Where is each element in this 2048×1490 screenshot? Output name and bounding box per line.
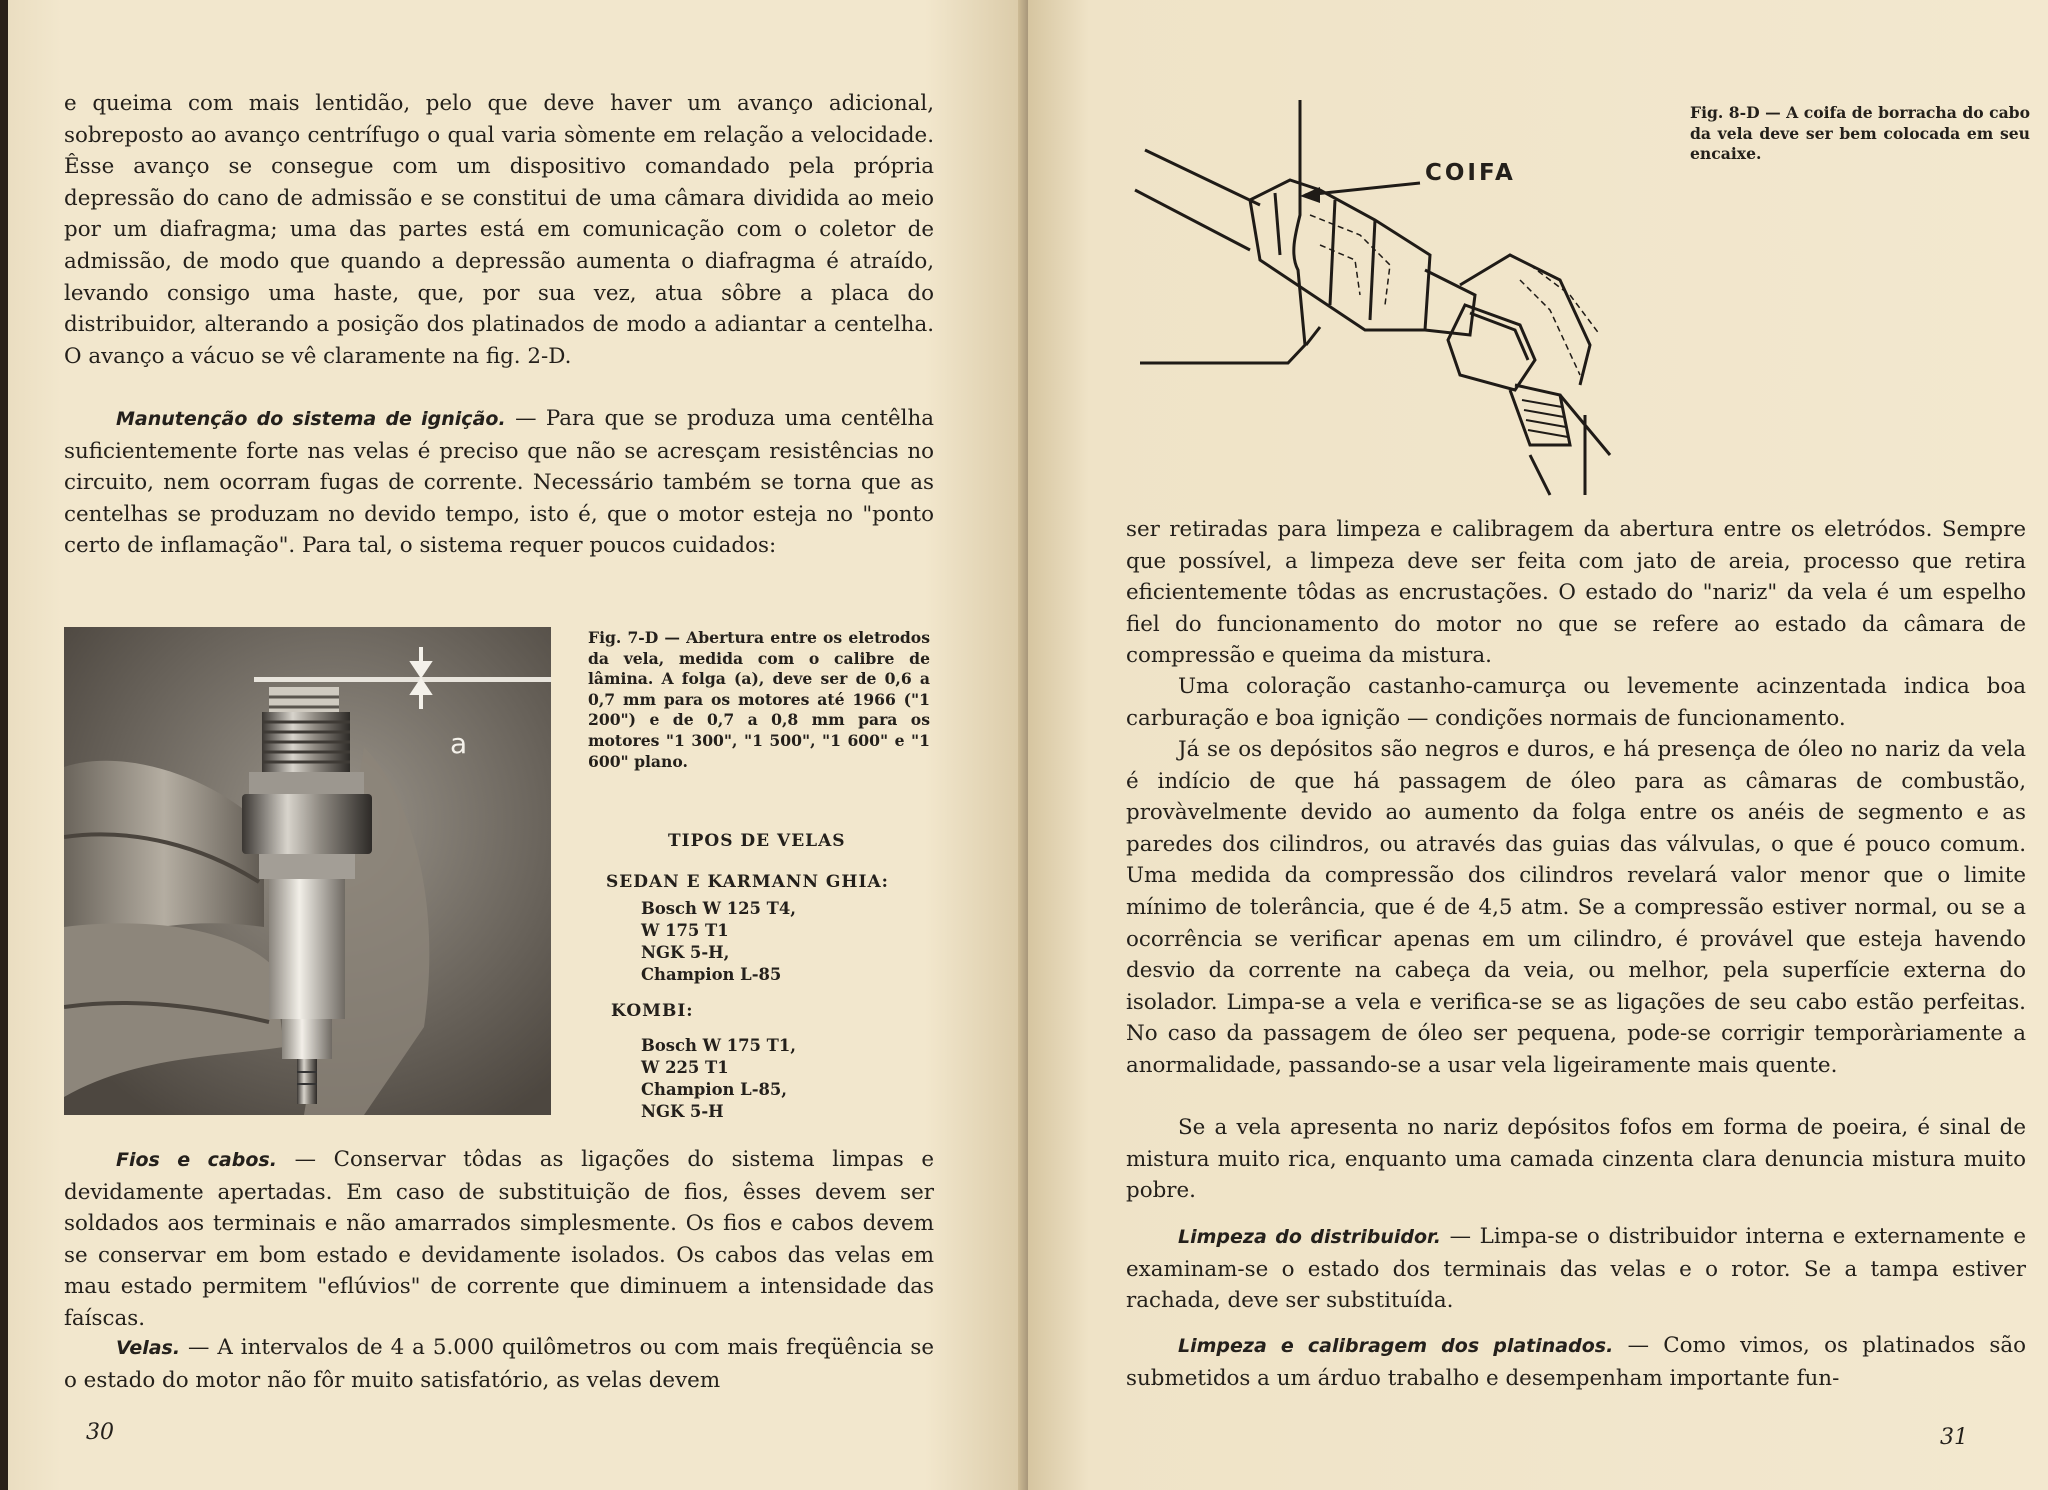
kombi-list bbox=[641, 1035, 796, 1123]
velas-paragraph bbox=[64, 1332, 934, 1396]
velas-heading: Velas. bbox=[116, 1337, 181, 1359]
list-item: Bosch W 175 T1, bbox=[641, 1036, 796, 1055]
fig7-caption: Fig. 7-D — Abertura entre os eletrodos da vela, medida com o calibre de lâmina. A folga (a), deve ser de 0,6 a 0,7 mm para os motores até 1966 ("1 200") e de 0,7 a 0,8 mm para os motores "1 300", "1 500", "1 600" e "1 600" plano. bbox=[588, 628, 930, 771]
kombi-title: KOMBI: bbox=[611, 1001, 694, 1021]
list-item: W 175 T1 bbox=[641, 921, 729, 940]
spark-plug-illustration bbox=[64, 627, 551, 1115]
sedan-title: SEDAN E KARMANN GHIA: bbox=[606, 872, 889, 892]
tipos-de-velas-title: TIPOS DE VELAS bbox=[668, 831, 846, 851]
right-paragraph-4: Se a vela apresenta no nariz depósitos fofos em forma de poeira, é sinal de mistura muito rica, enquanto uma camada cinzenta clara denuncia mistura muito pobre. bbox=[1126, 1115, 2026, 1204]
limpeza-distribuidor-text: — Limpa-se o distribuidor interna e externamente e examinam-se o estado dos terminais das velas e o rotor. Se a tampa estiver rachada, deve ser substituída. bbox=[1126, 1224, 2026, 1314]
gap-label: a bbox=[450, 727, 468, 760]
right-paragraph-3: Já se os depósitos são negros e duros, e há presença de óleo no nariz da vela é indício de que há passagem de óleo para as câmaras de combustão, provàvelmente devido ao aumento da folga entre os anéis de segmento e as paredes dos cilindros, ou através das guias das válvulas, o que é pouco comum. Uma medida da compressão dos cilindros revelará valor menor que o limite mínimo de tolerância, que é de 4,5 atm. Se a compressão estiver normal, ou se a ocorrência se verificar apenas em um cilindro, é provável que esteja havendo desvio da corrente na cabeça da veia, ou melhor, pela superfície externa do isolador. Limpa-se a vela e verifica-se se as ligações de seu cabo estão perfeitas. No caso da passagem de óleo ser pequena, pode-se corrigir temporàriamente a anormalidade, passando-se a usar vela ligeiramente mais quente. bbox=[1126, 737, 2026, 1078]
manutencao-paragraph bbox=[64, 403, 934, 562]
limpeza-platinados-text: — Como vimos, os platinados são submetidos a um árduo trabalho e desempenham importante fun- bbox=[1126, 1333, 2026, 1391]
limpeza-platinados-heading: Limpeza e calibragem dos platinados. bbox=[1178, 1335, 1614, 1357]
fios-text: — Conservar tôdas as ligações do sistema limpas e devidamente apertadas. Em caso de substituição de fios, êsses devem ser soldados aos terminais e não amarrados simplesmente. Os fios e cabos devem se conservar em bom estado e devidamente isolados. Os cabos das velas em mau estado permitem "eflúvios" de corrente que diminuem a intensidade das faíscas. bbox=[64, 1147, 934, 1331]
book-edge bbox=[0, 0, 8, 1490]
list-item: NGK 5-H, bbox=[641, 943, 730, 962]
coifa-label: COIFA bbox=[1425, 160, 1516, 186]
limpeza-platinados-paragraph bbox=[1126, 1330, 2026, 1394]
fios-paragraph bbox=[64, 1144, 934, 1335]
intro-paragraph: e queima com mais lentidão, pelo que deve haver um avanço adicional, sobreposto ao avanço centrífugo o qual varia sòmente em relação a velocidade. Êsse avanço se consegue com um dispositivo comandado pela própria depressão do cano de admissão e se constitui de uma câmara dividida ao meio por um diafragma; uma das partes está em comunicação com o coletor de admissão, de modo que quando a depressão aumenta o diafragma é atraído, levando consigo uma haste, que, por sua vez, atua sôbre a placa do distribuidor, alterando a posição dos platinados de modo a adiantar a centelha. O avanço a vácuo se vê claramente na fig. 2-D. bbox=[64, 91, 934, 369]
list-item: W 225 T1 bbox=[641, 1058, 729, 1077]
fig8-caption: Fig. 8-D — A coifa de borracha do cabo da vela deve ser bem colocada em seu encaixe. bbox=[1690, 103, 2030, 164]
velas-text: — A intervalos de 4 a 5.000 quilômetros ou com mais freqüência se o estado do motor não fôr muito satisfatório, as velas devem bbox=[64, 1335, 934, 1393]
page-number-right: 31 bbox=[1940, 1425, 1968, 1450]
list-item: Champion L-85, bbox=[641, 1080, 788, 1099]
manutencao-text: — Para que se produza uma centêlha suficientemente forte nas velas é preciso que não se acresçam resistências no circuito, nem ocorram fugas de corrente. Necessário também se torna que as centelhas se produzam no devido tempo, isto é, que o motor esteja no "ponto certo de inflamação". Para tal, o sistema requer poucos cuidados: bbox=[64, 406, 934, 559]
spark-plug-photo bbox=[64, 627, 551, 1115]
right-page bbox=[1028, 0, 2048, 1490]
list-item: NGK 5-H bbox=[641, 1102, 724, 1121]
right-paragraph-2: Uma coloração castanho-camurça ou levemente acinzentada indica boa carburação e boa ignição — condições normais de funcionamento. bbox=[1126, 674, 2026, 731]
limpeza-distribuidor-paragraph bbox=[1126, 1221, 2026, 1317]
sedan-list bbox=[641, 898, 796, 986]
page-number-left: 30 bbox=[86, 1420, 114, 1445]
right-paragraph-1: ser retiradas para limpeza e calibragem da abertura entre os eletródos. Sempre que possível, a limpeza deve ser feita com jato de areia, processo que retira eficientemente tôdas as encrustações. O estado do "nariz" da vela é um espelho fiel do funcionamento do motor no que se refere ao estado da câmara de compressão e queima da mistura. bbox=[1126, 517, 2026, 669]
spark-plug-boot-diagram bbox=[1130, 95, 1670, 505]
manutencao-heading: Manutenção do sistema de ignição. bbox=[116, 408, 506, 430]
list-item: Bosch W 125 T4, bbox=[641, 899, 796, 918]
limpeza-distribuidor-heading: Limpeza do distribuidor. bbox=[1178, 1226, 1441, 1248]
list-item: Champion L-85 bbox=[641, 965, 782, 984]
fios-heading: Fios e cabos. bbox=[116, 1149, 277, 1171]
